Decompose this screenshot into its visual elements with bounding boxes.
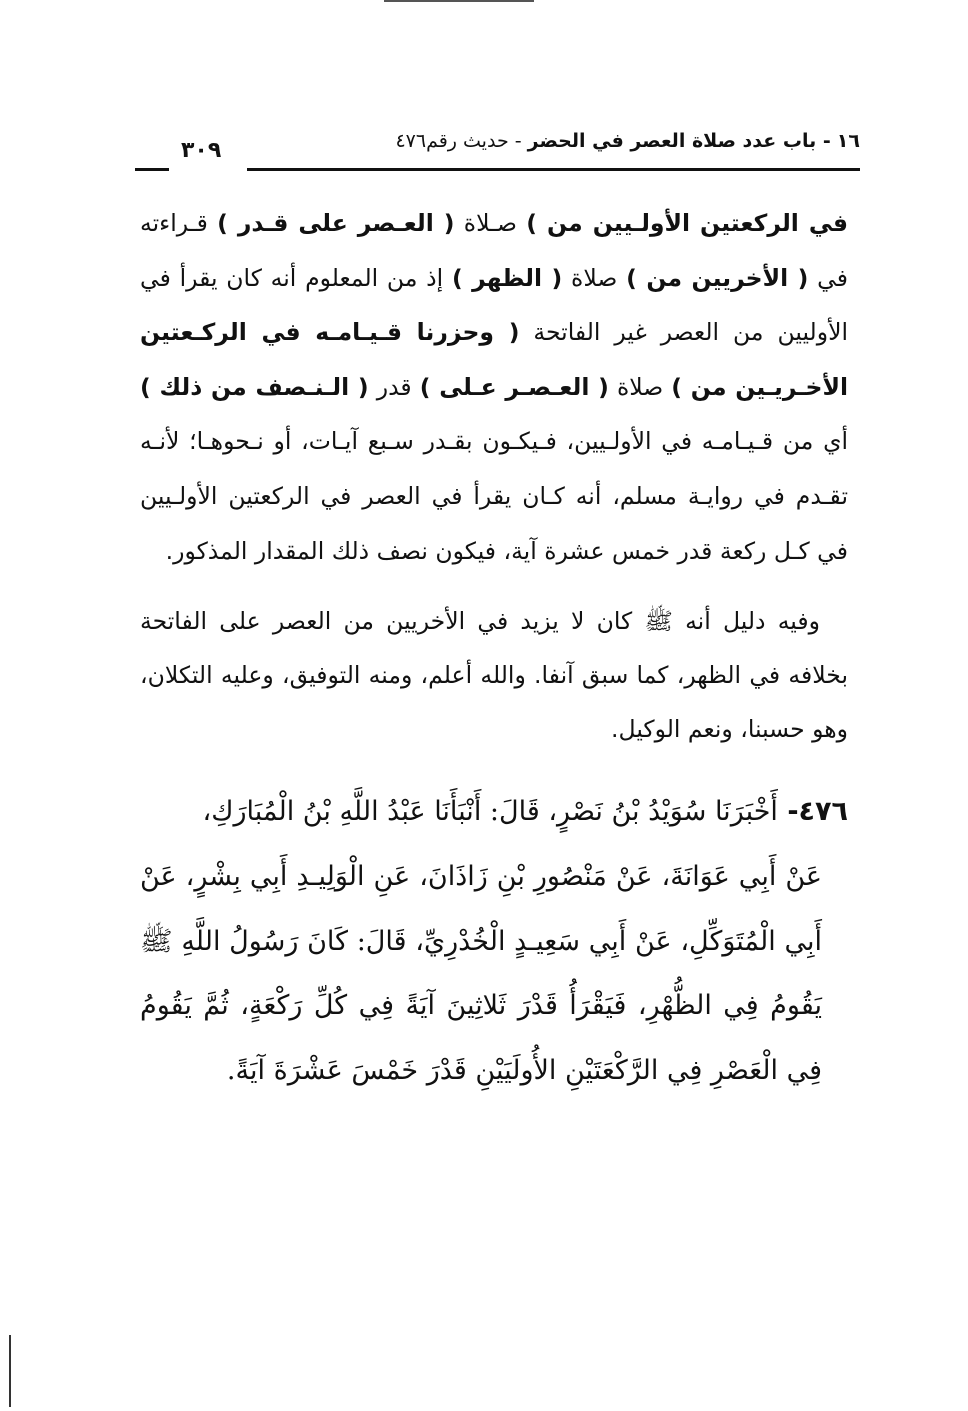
header-rule <box>247 168 860 171</box>
commentary-segment: صلاة <box>608 372 672 401</box>
quoted-matn-segment: ( الظهر ) <box>451 263 563 292</box>
commentary-text <box>140 196 848 578</box>
commentary-segment: أي من قـيـامـه في الأولـيين، فـيكـون بقـدر سـبع آيـات، أو نـحوهـا؛ لأنـه تقـدم في روايـة مسلم، أنه كـان يقرأ في العصر في الركعتين الأولـيين في كـل ركعة قدر خمس عشرة آية، فيكون نصف ذلك المقدار المذكور. <box>140 427 848 565</box>
top-scan-rule <box>384 0 534 2</box>
commentary-segment: إذ من المعلوم أنه كان يقرأ في الأوليين من العصر غير الفاتحة <box>140 263 848 347</box>
commentary-segment: قدر <box>368 372 420 401</box>
commentary-note: وفيه دليل أنه ﷺ كان لا يزيد في الأخريين من العصر على الفاتحة بخلافه في الظهر، كما سبق آنفا. والله أعلم، ومنه التوفيق، وعليه التكلان، وهو حسبنا، ونعم الوكيل. <box>140 607 848 743</box>
commentary-segment: صلاة <box>562 263 627 292</box>
quoted-matn-segment: ( الـنـصف من ذلك ) <box>140 372 369 401</box>
scan-edge-mark <box>9 1335 11 1407</box>
hadith-line-1: أَخْبَرَنَا سُوَيْدُ بْنُ نَصْرٍ، قَالَ: أَنْبَأَنَا عَبْدُ اللَّهِ بْنُ الْمُبَارَكِ، <box>202 796 778 827</box>
quoted-matn-segment: ( وحزرنا قـيـامـه في الركـعتين الأخـريـين من ) <box>140 318 848 401</box>
commentary-paragraph-1 <box>140 196 848 578</box>
quoted-matn-segment: ( الأخريين من ) <box>626 263 809 292</box>
hadith-separator: - <box>777 796 799 827</box>
page-number-box <box>135 138 240 178</box>
hadith-opening-line <box>140 780 848 845</box>
page-number-dash <box>135 168 169 171</box>
chapter-number: ١٦ <box>836 130 860 152</box>
hadith-block <box>140 780 848 1104</box>
commentary-segment: صـلاة <box>454 209 527 237</box>
quoted-matn-segment: ( العـصـر عـلى ) <box>419 372 609 401</box>
chapter-title: - باب عدد صلاة العصر في الحضر <box>527 130 831 152</box>
quoted-matn-segment: في الركعتين الأولـيين من ) <box>526 209 848 237</box>
commentary-segment: قـراءته في <box>140 209 848 292</box>
page-number: ٣٠٩ <box>181 138 222 163</box>
commentary-paragraph-2 <box>140 594 848 756</box>
quoted-matn-segment: ( العـصر على قـدر ) <box>217 209 455 237</box>
hadith-number: ٤٧٦ <box>798 796 848 827</box>
running-header <box>135 128 860 180</box>
hadith-body: عَنْ أَبِي عَوَانَةَ، عَنْ مَنْصُورِ بْنِ زَاذَانَ، عَنِ الْوَلِيـدِ أَبِي بِشْرٍ، عَنْ أَبِي الْمُتَوَكِّلِ، عَنْ أَبِي سَعِيـدٍ الْخُدْرِيِّ، قَالَ: كَانَ رَسُولُ اللَّهِ ﷺ يَقُومُ فِي الظُّهْرِ، فَيَقْرَأُ قَدْرَ ثَلاثِينَ آيَةً فِي كُلِّ رَكْعَةٍ، ثُمَّ يَقُومُ فِي الْعَصْرِ فِي الرَّكْعَتَيْنِ الأُولَيَيْنِ قَدْرَ خَمْسَ عَشْرَةَ آيَةً. <box>140 860 822 1087</box>
hadith-reference: - حديث رقم٤٧٦ <box>395 130 522 152</box>
chapter-heading <box>395 130 860 152</box>
